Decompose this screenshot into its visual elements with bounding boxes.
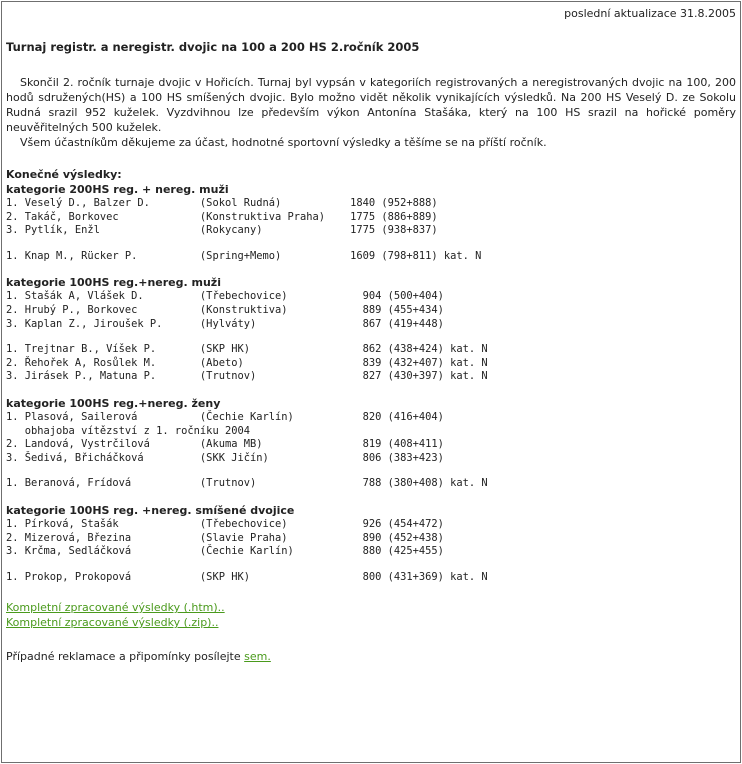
- result-row: 1. Pírková, Stašák (Třebechovice) 926 (454+472): [6, 517, 444, 530]
- results-zip-link[interactable]: Kompletní zpracované výsledky (.zip)..: [6, 616, 219, 630]
- results-links: [6, 600, 736, 630]
- result-row: 1. Plasová, Sailerová (Čechie Karlín) 820 (416+404): [6, 410, 444, 423]
- spacer: [6, 465, 736, 477]
- result-row: 2. Mizerová, Březina (Slavie Praha) 890 (452+438): [6, 531, 444, 544]
- category-title: kategorie 200HS reg. + nereg. muži: [6, 183, 229, 196]
- result-row: 3. Pytlík, Enžl (Rokycany) 1775 (938+837): [6, 224, 438, 237]
- content-frame: [1, 1, 741, 763]
- result-row: 2. Řehořek A, Rosůlek M. (Abeto) 839 (432+407) kat. N: [6, 356, 488, 369]
- result-row: 1. Prokop, Prokopová (SKP HK) 800 (431+369) kat. N: [6, 570, 488, 583]
- content-inner: [2, 2, 740, 664]
- footer-text: Případné reklamace a připomínky posílejte: [6, 650, 245, 664]
- results-heading: Konečné výsledky:: [6, 168, 122, 181]
- result-row: 2. Takáč, Borkovec (Konstruktiva Praha) 1775 (886+889): [6, 210, 438, 223]
- results-htm-link[interactable]: Kompletní zpracované výsledky (.htm)..: [6, 601, 225, 615]
- result-row: 3. Krčma, Sedláčková (Čechie Karlín) 880 (425+455): [6, 545, 444, 558]
- result-row: 2. Landová, Vystrčilová (Akuma MB) 819 (408+411): [6, 438, 444, 451]
- result-row: 3. Jirásek P., Matuna P. (Trutnov) 827 (430+397) kat. N: [6, 370, 488, 383]
- category-title: kategorie 100HS reg. +nereg. smíšené dvojice: [6, 503, 295, 517]
- result-row: 3. Kaplan Z., Jiroušek P. (Hylváty) 867 (419+448): [6, 317, 444, 330]
- last-update: poslední aktualizace 31.8.2005: [564, 7, 736, 20]
- result-row: 3. Šedivá, Břicháčková (SKK Jičín) 806 (383+423): [6, 451, 444, 464]
- footer-note: [6, 649, 736, 664]
- result-row: 1. Trejtnar B., Víšek P. (SKP HK) 862 (438+424) kat. N: [6, 343, 488, 356]
- intro-paragraph: Skončil 2. ročník turnaje dvojic v Hořicích. Turnaj byl vypsán v kategoriích registrovaných a neregistrovaných dvojic na 100, 200 hodů sdružených(HS) a 100 HS smíšených dvojic. Bylo možno vidět několik vynikajících výsledků. Na 200 HS Veselý D. ze Sokolu Rudná srazil 952 kuželek. Vyzdvihnou lze především výkon Antonína Stašáka, který na 100 HS srazil na hořické poměry neuvěřitelných 500 kuželek.: [6, 76, 736, 134]
- results-categories: [6, 182, 736, 584]
- category-title: kategorie 100HS reg.+nereg. ženy: [6, 396, 221, 410]
- result-row: 1. Beranová, Frídová (Trutnov) 788 (380+408) kat. N: [6, 477, 488, 490]
- category-title: kategorie 100HS reg.+nereg. muži: [6, 276, 221, 290]
- spacer: [6, 559, 736, 571]
- result-row: 2. Hrubý P., Borkovec (Konstruktiva) 889 (455+434): [6, 303, 444, 316]
- result-row: 1. Stašák A, Vlášek D. (Třebechovice) 904 (500+404): [6, 290, 444, 303]
- result-row: 1. Veselý D., Balzer D. (Sokol Rudná) 1840 (952+888): [6, 197, 438, 209]
- thanks-paragraph: Všem účastníkům děkujeme za účast, hodnotné sportovní výsledky a těšíme se na příští ročník.: [20, 136, 547, 149]
- contact-link[interactable]: sem.: [244, 650, 271, 664]
- page-title: Turnaj registr. a neregistr. dvojic na 100 a 200 HS 2.ročník 2005: [6, 40, 420, 54]
- result-row: 1. Knap M., Rücker P. (Spring+Memo) 1609 (798+811) kat. N: [6, 249, 482, 262]
- spacer: [6, 331, 736, 343]
- spacer: [6, 238, 736, 250]
- result-row: obhajoba vítězství z 1. ročníku 2004: [6, 424, 250, 437]
